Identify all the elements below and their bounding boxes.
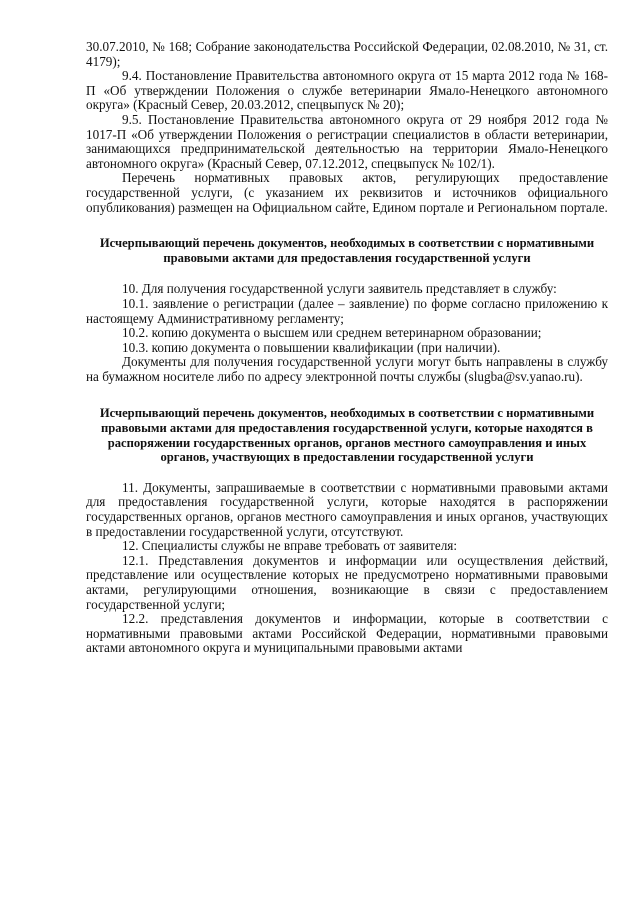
paragraph-documents-submission: Документы для получения государственной услуги могут быть направлены в службу на бумажном носителе либо по адресу электронной почты службы (slugba@sv.yanao.ru). xyxy=(86,354,608,384)
paragraph-10-1: 10.1. заявление о регистрации (далее – заявление) по форме согласно приложению к настоящему Административному регламенту; xyxy=(86,295,608,326)
paragraph-acts-list-note: Перечень нормативных правовых актов, регулирующих предоставление государственной услуги, (с указанием их реквизитов и источников официального опубликования) размещен на Официальном сайте, Едином портале и Региональном портале. xyxy=(86,170,608,215)
spacer xyxy=(86,265,608,282)
section-heading-documents-list: Исчерпывающий перечень документов, необходимых в соответствии с нормативными правовыми актами для предоставления государственной услуги xyxy=(99,236,595,265)
paragraph-12-1: 12.1. Представления документов и информации или осуществления действий, представление или осуществление которых не предусмотрено нормативными правовыми актами, регулирующими отношения, возникающие в связи с предоставлением государственной услуги; xyxy=(86,552,608,612)
paragraph-9-4: 9.4. Постановление Правительства автономного округа от 15 марта 2012 года № 168-П «Об утверждении Положения о службе ветеринарии Ямало-Ненецкого автономного округа» (Красный Север, 20.03.2012, спецвыпуск № 20); xyxy=(86,68,608,113)
paragraph-9-5: 9.5. Постановление Правительства автономного округа от 29 ноября 2012 года № 1017-П «Об утверждении Положения о регистрации специалистов в области ветеринарии, занимающихся предпринимательской деятельностью на территории Ямало-Ненецкого автономного округа» (Красный Север, 07.12.2012, спецвыпуск № 102/1). xyxy=(86,111,608,171)
spacer xyxy=(86,215,608,236)
paragraph-10: 10. Для получения государственной услуги заявитель представляет в службу: xyxy=(122,281,557,297)
spacer xyxy=(86,465,608,481)
document-page xyxy=(86,40,608,656)
paragraph-10-2: 10.2. копию документа о высшем или среднем ветеринарном образовании; xyxy=(122,325,542,341)
paragraph-11: 11. Документы, запрашиваемые в соответствии с нормативными правовыми актами для предоставления государственной услуги, которые находятся в распоряжении государственных органов, органов местного самоуправления и иных органов, участвующих в предоставлении государственной услуги, отсутствуют. xyxy=(86,479,608,539)
section-heading-interagency-documents: Исчерпывающий перечень документов, необходимых в соответствии с нормативными правовыми актами для предоставления государственной услуги, которые находятся в распоряжении государственных органов, органов местного самоуправления и иных органов, участвующих в предоставлении государственной услуги xyxy=(99,406,595,465)
paragraph-12-2: 12.2. представления документов и информации, которые в соответствии с нормативными правовыми актами Российской Федерации, нормативными правовыми актами автономного округа и муниципальными правовыми актами xyxy=(86,611,608,656)
paragraph-continuation-9-3: 30.07.2010, № 168; Собрание законодательства Российской Федерации, 02.08.2010, № 31, ст. 4179); xyxy=(86,39,608,69)
paragraph-10-3: 10.3. копию документа о повышении квалификации (при наличии). xyxy=(122,339,501,355)
paragraph-12: 12. Специалисты службы не вправе требовать от заявителя: xyxy=(122,538,458,554)
spacer xyxy=(86,384,608,406)
